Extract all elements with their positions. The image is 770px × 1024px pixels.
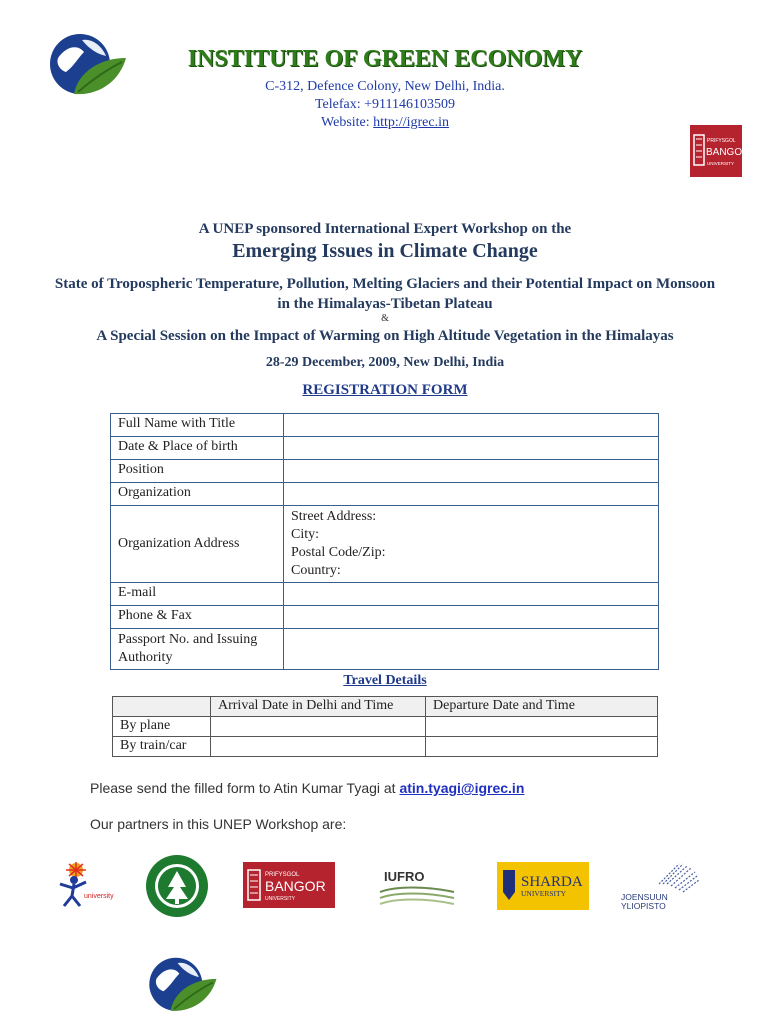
travel-header-arrival: Arrival Date in Delhi and Time [211,697,426,717]
bangor-partner-line1: PRIFYSGOL [265,872,300,878]
bangor-top-line3: UNIVERSITY [707,161,735,166]
ampersand: & [381,313,389,324]
registration-table [110,413,659,670]
plane-departure-field[interactable] [426,717,658,737]
email-field[interactable] [284,583,659,606]
form-row-email [111,583,659,606]
phone-fax-field[interactable] [284,606,659,629]
form-label: Passport No. and Issuing Authority [111,629,284,670]
form-label: E-mail [111,583,284,606]
iufro-logo [376,864,458,910]
form-row-birth [111,437,659,460]
form-row-organization [111,483,659,506]
train-arrival-field[interactable] [211,737,426,757]
street-address-label: Street Address: [291,509,377,524]
sharda-line2: UNIVERSITY [521,889,566,898]
institute-address: C-312, Defence Colony, New Delhi, India. [265,79,505,94]
form-row-full-name [111,414,659,437]
passport-field[interactable] [284,629,659,670]
workshop-intro: A UNEP sponsored International Expert Workshop on the [198,221,572,237]
sharda-university-logo [497,862,589,910]
joensuu-line2: YLIOPISTO [621,901,666,911]
sharda-line1: SHARDA [521,874,583,890]
form-label: Position [111,460,284,483]
amity-university-logo [54,860,128,910]
birth-field[interactable] [284,437,659,460]
full-name-field[interactable] [284,414,659,437]
form-row-position [111,460,659,483]
partners-intro: Our partners in this UNEP Workshop are: [90,816,347,832]
travel-row-label: By plane [113,717,211,737]
workshop-subtitle: State of Tropospheric Temperature, Pollution, Melting Glaciers and their Potential Impact on Monsoon in the Himalayas-Tibetan Plateau [54,276,716,312]
joensuu-university-logo [619,860,703,912]
travel-details-title: Travel Details [343,673,427,688]
form-label: Full Name with Title [111,414,284,437]
workshop-dates: 28-29 December, 2009, New Delhi, India [265,355,505,370]
send-instructions [90,780,524,796]
joensuu-line1: JOENSUUN [621,892,668,902]
form-row-passport [111,629,659,670]
travel-header-row [113,697,658,717]
bangor-partner-line3: UNIVERSITY [265,896,296,902]
country-label: Country: [291,563,341,578]
train-departure-field[interactable] [426,737,658,757]
forestry-academy-logo [144,853,210,919]
travel-row-plane [113,717,658,737]
org-address-field[interactable] [284,506,659,583]
website-link[interactable]: http://igrec.in [373,115,449,130]
form-label: Phone & Fax [111,606,284,629]
send-text: Please send the filled form to Atin Kumar Tyagi at [90,780,400,796]
bangor-top-line2: BANGOR [706,147,750,158]
bangor-partner-line2: BANGOR [265,878,326,894]
plane-arrival-field[interactable] [211,717,426,737]
organization-field[interactable] [284,483,659,506]
form-label: Date & Place of birth [111,437,284,460]
workshop-title: Emerging Issues in Climate Change [232,240,538,262]
special-session: A Special Session on the Impact of Warming on High Altitude Vegetation in the Himalayas [96,328,674,344]
postal-code-label: Postal Code/Zip: [291,545,386,560]
bangor-top-line1: PRIFYSGOL [707,138,736,144]
travel-table [112,696,658,757]
website-prefix: Website: [321,115,374,130]
institute-name: INSTITUTE OF GREEN ECONOMY [187,46,583,72]
bangor-university-partner-logo [243,862,335,908]
form-label: Organization Address [111,506,284,583]
form-label: Organization [111,483,284,506]
institute-telefax: Telefax: +911146103509 [314,97,455,112]
city-label: City: [291,527,320,542]
travel-header-blank [113,697,211,717]
form-row-org-address [111,506,659,583]
form-row-phone [111,606,659,629]
position-field[interactable] [284,460,659,483]
travel-row-label: By train/car [113,737,211,757]
travel-header-departure: Departure Date and Time [426,697,658,717]
bangor-university-logo [690,125,750,177]
travel-row-train [113,737,658,757]
amity-text: university [84,893,114,900]
contact-email-link[interactable]: atin.tyagi@igrec.in [399,780,525,796]
iufro-text: IUFRO [384,869,425,884]
registration-form-title: REGISTRATION FORM [302,382,468,398]
igrec-footer-logo [144,950,220,1022]
institute-website [0,115,770,131]
